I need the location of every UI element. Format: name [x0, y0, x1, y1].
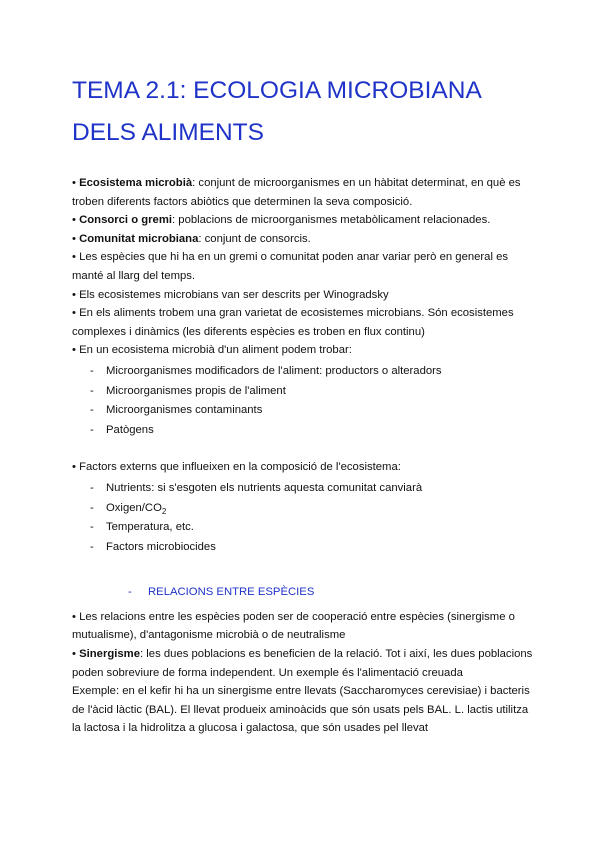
bullet-mark: • — [72, 214, 76, 227]
term-ecosistema: Ecosistema microbià — [79, 177, 193, 189]
bullet-mark: • — [72, 288, 76, 301]
subscript-2: 2 — [161, 506, 167, 516]
bullet-ecosistema — [72, 174, 534, 211]
definition-comunitat: : conjunt de consorcis. — [198, 232, 311, 245]
bullet-mark: • — [72, 610, 76, 623]
title-line-2: DELS ALIMENTS — [72, 119, 264, 146]
section-heading-text: RELACIONS ENTRE ESPÈCIES — [148, 586, 315, 599]
paragraph-text: En un ecosistema microbià d'un aliment podem trobar: — [79, 344, 352, 357]
paragraph-text: Les relacions entre les espècies poden ser de cooperació entre espècies (sinergisme o mutualisme), d'antagonisme microbià o de neutralisme — [72, 610, 515, 642]
list-item: - Microorganismes modificadors de l'aliment: productors o alteradors — [72, 362, 534, 382]
paragraph-text: Factors externs que influeixen en la composició de l'ecosistema: — [79, 461, 401, 474]
bullet-relacions — [72, 608, 534, 645]
section-dash: - — [128, 586, 132, 599]
list-item: - Temperatura, etc. — [72, 518, 534, 538]
bullet-sinergisme — [72, 645, 534, 682]
bullet-factors-externs — [72, 458, 534, 477]
bullet-mark: • — [72, 344, 76, 357]
bullet-mark: • — [72, 251, 76, 264]
term-sinergisme: Sinergisme — [79, 648, 141, 661]
bullet-mark: • — [72, 648, 76, 661]
list-item: - Factors microbiocides — [72, 538, 534, 558]
definition-consorci: : poblacions de microorganismes metabòlicament relacionades. — [172, 214, 491, 227]
oxygen-label: Oxigen/CO — [106, 501, 162, 514]
paragraph-text: Els ecosistemes microbians van ser descrits per Winogradsky — [79, 288, 389, 301]
title-line-1: TEMA 2.1: ECOLOGIA MICROBIANA — [72, 77, 482, 104]
document-body — [72, 174, 534, 738]
paragraph-text: En els aliments trobem una gran varietat de ecosistemes microbians. Són ecosistemes complexes i dinàmics (les diferents espècies es troben en flux continu) — [72, 307, 514, 338]
list-item: - Microorganismes contaminants — [72, 401, 534, 421]
bullet-mark: • — [72, 307, 76, 320]
factors-list — [72, 479, 534, 557]
spacer — [72, 557, 534, 571]
term-comunitat: Comunitat microbiana — [79, 232, 199, 245]
list-item: - Microorganismes propis de l'aliment — [72, 382, 534, 402]
paragraph-text: Les espècies que hi ha en un gremi o comunitat poden anar variar però en general es manté al llarg del temps. — [72, 251, 509, 282]
bullet-especies-gremi — [72, 248, 534, 285]
page-title — [72, 70, 542, 154]
list-item: - Patògens — [72, 421, 534, 441]
list-item: - Nutrients: si s'esgoten els nutrients aquesta comunitat canviarà — [72, 479, 534, 499]
example-paragraph: Exemple: en el kefir hi ha un sinergisme entre llevats (Saccharomyces cerevisiae) i bacteris de l'àcid làctic (BAL). El llevat produeix aminoàcids que són usats pels BAL. L. lactis utilitza la lactosa i la hidrolitza a glucosa i galactosa, que són usades pel llevat — [72, 685, 530, 735]
microorganisms-list — [72, 362, 534, 440]
definition-ecosistema: : conjunt de microorganismes en un hàbitat determinat, en què es troben diferents factors abiòtics que determinen la seva composició. — [72, 177, 521, 208]
bullet-comunitat — [72, 230, 534, 249]
bullet-consorci — [72, 211, 534, 230]
bullet-aliments-ecosistemes — [72, 304, 534, 341]
bullet-mark: • — [72, 232, 76, 245]
definition-sinergisme: : les dues poblacions es beneficien de la relació. Tot i així, les dues poblacions poden sobreviure de forma independent. Un exemple és l'alimentació creuada — [72, 648, 533, 679]
bullet-winogradsky — [72, 286, 534, 305]
spacer — [72, 440, 534, 458]
list-item-oxigen — [72, 499, 534, 519]
section-heading — [72, 583, 534, 602]
bullet-podem-trobar — [72, 341, 534, 360]
term-consorci: Consorci o gremi — [79, 214, 173, 227]
bullet-mark: • — [72, 177, 76, 189]
bullet-mark: • — [72, 461, 76, 474]
